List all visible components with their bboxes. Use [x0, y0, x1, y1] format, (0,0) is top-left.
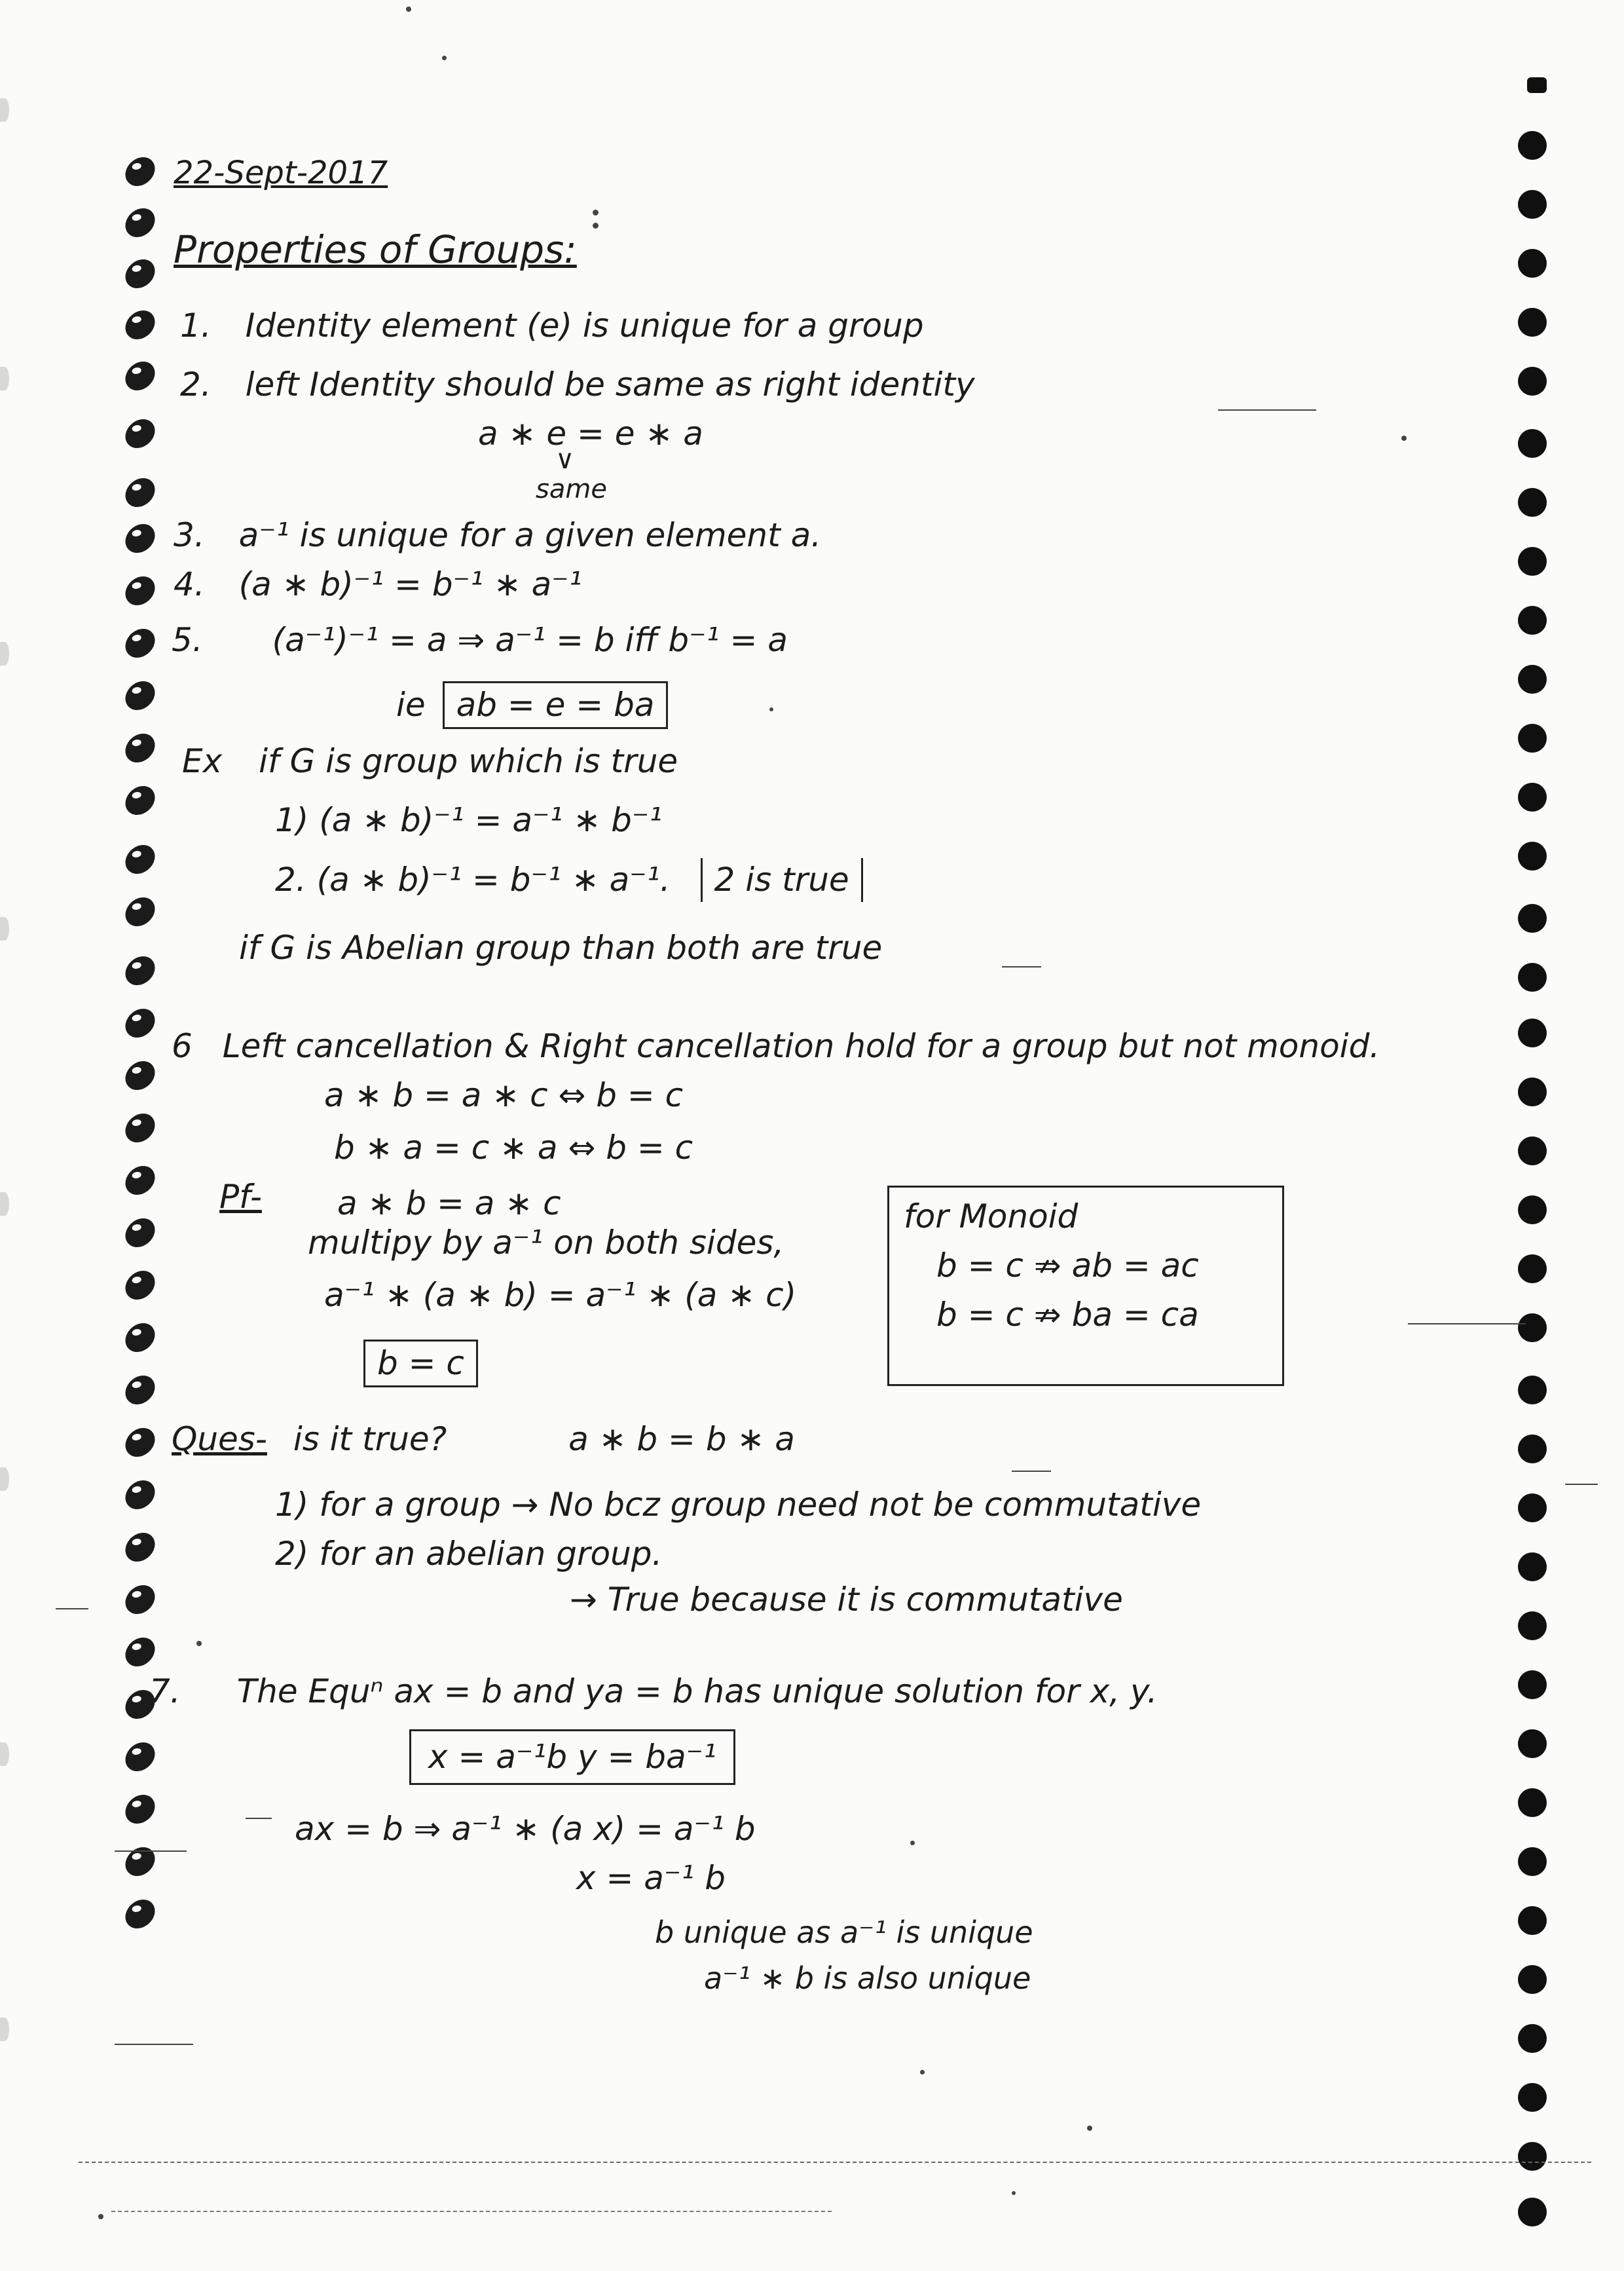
example-option-2: [275, 858, 863, 902]
edge-tear: [0, 1742, 9, 1766]
answer-1: 1) for a group → No bcz group need not be commutative: [275, 1486, 1202, 1524]
page-bottom-line: [111, 2211, 832, 2212]
item-text: (a⁻¹)⁻¹ = a ⇒ a⁻¹ = b iff b⁻¹ = a: [272, 621, 788, 659]
monoid-title: for Monoid: [904, 1197, 1079, 1235]
edge-tear: [0, 98, 9, 122]
edge-tear: [0, 642, 9, 666]
question-label: Ques-: [172, 1420, 267, 1458]
proof-result: [363, 1340, 478, 1387]
proof-result-box: b = c: [363, 1340, 478, 1387]
derivation-1: ax = b ⇒ a⁻¹ ∗ (a x) = a⁻¹ b: [295, 1810, 756, 1848]
edge-tear: [0, 1467, 9, 1491]
ink-speck: [910, 1841, 915, 1845]
stray-mark: [115, 2044, 193, 2045]
answer-2: 2) for an abelian group.: [275, 1535, 663, 1573]
proof-label: Pf-: [219, 1178, 262, 1216]
ink-speck: [920, 2070, 925, 2074]
page-left-edge: [0, 0, 39, 2271]
same-note: same: [536, 474, 607, 504]
item-5: [172, 622, 788, 658]
stray-mark: [246, 1818, 272, 1819]
item-3: [174, 517, 821, 554]
option-text: 2. (a ∗ b)⁻¹ = b⁻¹ ∗ a⁻¹.: [275, 861, 671, 899]
ink-speck: [1012, 2191, 1016, 2195]
example-label: Ex: [182, 742, 223, 780]
item-4: [174, 567, 582, 603]
ink-speck: [98, 2214, 103, 2219]
identity-box: ab = e = ba: [443, 681, 669, 729]
stray-mark: [56, 1608, 88, 1609]
stray-mark: [115, 1850, 187, 1852]
edge-tear: [0, 1192, 9, 1216]
derivation-4: a⁻¹ ∗ b is also unique: [704, 1961, 1031, 1996]
ink-speck: [593, 210, 599, 216]
left-cancellation: a ∗ b = a ∗ c ⇔ b = c: [324, 1076, 684, 1114]
ink-speck: [1087, 2126, 1092, 2131]
item-7: [149, 1674, 1158, 1710]
ink-speck: [593, 223, 599, 229]
derivation-3: b unique as a⁻¹ is unique: [655, 1915, 1033, 1950]
edge-tear: [0, 917, 9, 941]
example-question: if G is group which is true: [259, 742, 678, 780]
page-date: 22-Sept-2017: [174, 155, 388, 191]
item-number: 5.: [172, 621, 203, 659]
item-number: 7.: [149, 1672, 181, 1710]
question-equation: a ∗ b = b ∗ a: [568, 1420, 795, 1458]
example-option-1: 1) (a ∗ b)⁻¹ = a⁻¹ ∗ b⁻¹: [275, 801, 663, 839]
same-arrow: ∨: [555, 445, 575, 475]
ie-label: ie: [396, 686, 426, 724]
item-text: a⁻¹ is unique for a given element a.: [238, 516, 822, 554]
item-number: 1.: [180, 307, 212, 345]
ink-speck: [1401, 436, 1407, 441]
abelian-note: if G is Abelian group than both are true: [239, 929, 883, 967]
stray-mark: [1218, 409, 1316, 411]
item-number: 3.: [174, 516, 205, 554]
derivation-2: x = a⁻¹ b: [576, 1859, 726, 1897]
page-title: Properties of Groups:: [174, 227, 577, 272]
monoid-line-2: b = c ⇏ ba = ca: [936, 1296, 1199, 1334]
stray-mark: [1002, 966, 1041, 967]
item-text: The Equⁿ ax = b and ya = b has unique solution for x, y.: [236, 1672, 1158, 1710]
ie-line: [396, 681, 668, 729]
question-text: is it true?: [293, 1420, 447, 1458]
ink-speck: [406, 7, 411, 12]
edge-tear: [0, 2018, 9, 2041]
item-number: 2.: [180, 366, 212, 404]
proof-line-1: a ∗ b = a ∗ c: [337, 1184, 561, 1222]
page-bottom-line: [79, 2162, 1591, 2163]
proof-line-3: a⁻¹ ∗ (a ∗ b) = a⁻¹ ∗ (a ∗ c): [324, 1276, 797, 1314]
edge-tear: [0, 367, 9, 390]
question: [172, 1421, 795, 1457]
proof-line-2: multipy by a⁻¹ on both sides,: [308, 1224, 784, 1262]
item-text: Identity element (e) is unique for a group: [245, 307, 924, 345]
monoid-line-1: b = c ⇏ ab = ac: [936, 1247, 1199, 1285]
solution-box: x = a⁻¹b y = ba⁻¹: [409, 1729, 735, 1785]
item-text: left Identity should be same as right identity: [245, 366, 975, 404]
ink-speck: [442, 56, 447, 60]
answer-bracket: 2 is true: [701, 858, 863, 902]
ink-speck: [769, 707, 773, 711]
right-cancellation: b ∗ a = c ∗ a ⇔ b = c: [334, 1129, 693, 1167]
stray-mark: [1565, 1484, 1598, 1485]
item-1: [180, 308, 924, 344]
example: [182, 743, 678, 779]
stray-mark: [1012, 1471, 1051, 1472]
item-text: (a ∗ b)⁻¹ = b⁻¹ ∗ a⁻¹: [238, 565, 582, 603]
item-number: 4.: [174, 565, 205, 603]
identity-equation: a ∗ e = e ∗ a: [478, 415, 703, 453]
ink-speck: [196, 1641, 202, 1646]
item-text: Left cancellation & Right cancellation hold for a group but not monoid.: [222, 1027, 1380, 1065]
item-number: 6: [172, 1027, 193, 1065]
solution-line: [409, 1729, 735, 1785]
item-6: [172, 1028, 1380, 1064]
answer-2-result: → True because it is commutative: [570, 1581, 1123, 1619]
stray-mark: [1408, 1323, 1526, 1324]
item-2: [180, 367, 975, 403]
